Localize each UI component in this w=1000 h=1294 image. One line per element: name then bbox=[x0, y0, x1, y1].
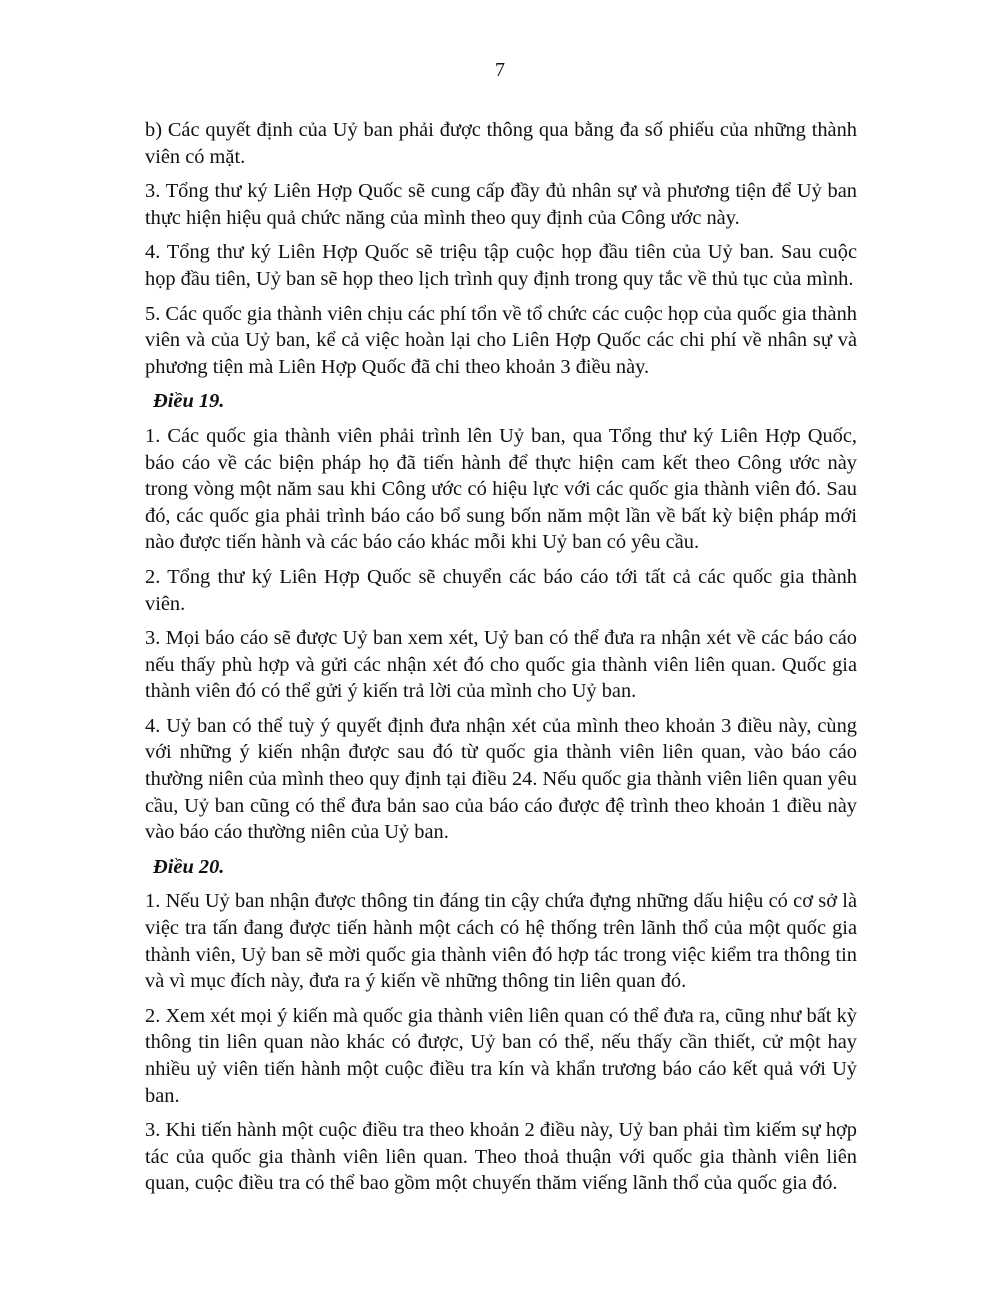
paragraph-article20-clause1: 1. Nếu Uỷ ban nhận được thông tin đáng tin cậy chứa đựng những dấu hiệu có cơ sở là việc tra tấn đang được tiến hành một cách có hệ thống trên lãnh thổ của một quốc gia thành viên, Uỷ ban sẽ mời quốc gia thành viên đó hợp tác trong việc kiểm tra thông tin và vì mục đích này, đưa ra ý kiến về những thông tin liên quan đó. bbox=[145, 890, 857, 993]
document-body bbox=[145, 117, 857, 1205]
paragraph-article19-clause1: 1. Các quốc gia thành viên phải trình lên Uỷ ban, qua Tổng thư ký Liên Hợp Quốc, báo cáo về các biện pháp họ đã tiến hành để thực hiện cam kết theo Công ước này trong vòng một năm sau khi Công ước có hiệu lực với các quốc gia thành viên đó. Sau đó, các quốc gia phải trình báo cáo bổ sung bốn năm một lần về bất kỳ biện pháp mới nào được tiến hành và các báo cáo khác mỗi khi Uỷ ban có yêu cầu. bbox=[145, 424, 857, 554]
heading-article-20: Điều 20. bbox=[153, 855, 225, 878]
paragraph-article18-clause4: 4. Tổng thư ký Liên Hợp Quốc sẽ triệu tập cuộc họp đầu tiên của Uỷ ban. Sau cuộc họp đầu tiên, Uỷ ban sẽ họp theo lịch trình quy định trong quy tắc về thủ tục của mình. bbox=[145, 241, 857, 290]
paragraph-article18-clause5: 5. Các quốc gia thành viên chịu các phí tổn về tổ chức các cuộc họp của quốc gia thành viên và của Uỷ ban, kể cả việc hoàn lại cho Liên Hợp Quốc các chi phí về nhân sự và phương tiện mà Liên Hợp Quốc đã chi theo khoản 3 điều này. bbox=[145, 302, 857, 378]
heading-article-19: Điều 19. bbox=[153, 390, 225, 413]
paragraph-article20-clause2: 2. Xem xét mọi ý kiến mà quốc gia thành viên liên quan có thể đưa ra, cũng như bất kỳ thông tin liên quan nào khác có được, Uỷ ban có thể, nếu thấy cần thiết, cử một hay nhiều uỷ viên tiến hành một cuộc điều tra kín và khẩn trương báo cáo kết quả với Uỷ ban. bbox=[145, 1004, 857, 1107]
page-number: 7 bbox=[495, 59, 505, 81]
paragraph-article19-clause4: 4. Uỷ ban có thể tuỳ ý quyết định đưa nhận xét của mình theo khoản 3 điều này, cùng với những ý kiến nhận được sau đó từ quốc gia thành viên liên quan, vào báo cáo thường niên của mình theo quy định tại điều 24. Nếu quốc gia thành viên liên quan yêu cầu, Uỷ ban cũng có thể đưa bản sao của báo cáo được đệ trình theo khoản 1 điều này vào báo cáo thường niên của Uỷ ban. bbox=[145, 714, 857, 844]
paragraph-decision-majority: b) Các quyết định của Uỷ ban phải được thông qua bằng đa số phiếu của những thành viên có mặt. bbox=[145, 119, 857, 168]
paragraph-article18-clause3: 3. Tổng thư ký Liên Hợp Quốc sẽ cung cấp đầy đủ nhân sự và phương tiện để Uỷ ban thực hiện hiệu quả chức năng của mình theo quy định của Công ước này. bbox=[145, 180, 857, 229]
paragraph-article19-clause2: 2. Tổng thư ký Liên Hợp Quốc sẽ chuyển các báo cáo tới tất cả các quốc gia thành viên. bbox=[145, 565, 857, 615]
paragraph-article19-clause3: 3. Mọi báo cáo sẽ được Uỷ ban xem xét, Uỷ ban có thể đưa ra nhận xét về các báo cáo nếu thấy phù hợp và gửi các nhận xét đó cho quốc gia thành viên liên quan. Quốc gia thành viên đó có thể gửi ý kiến trả lời của mình cho Uỷ ban. bbox=[145, 627, 857, 703]
paragraph-article20-clause3: 3. Khi tiến hành một cuộc điều tra theo khoản 2 điều này, Uỷ ban phải tìm kiếm sự hợp tác của quốc gia thành viên liên quan. Theo thoả thuận với quốc gia thành viên liên quan, cuộc điều tra có thể bao gồm một chuyến thăm viếng lãnh thổ của quốc gia đó. bbox=[145, 1119, 857, 1195]
